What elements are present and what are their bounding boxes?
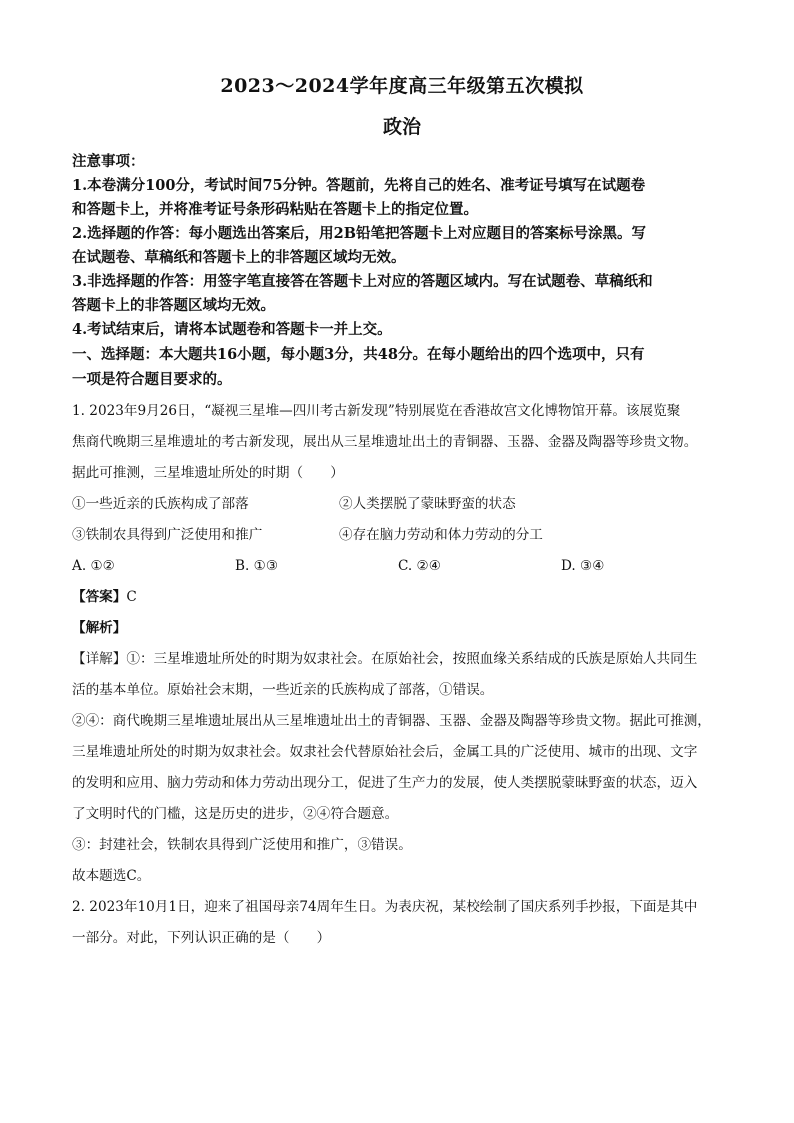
detail-line: 了文明时代的门槛，这是历史的进步，②④符合题意。 [72, 806, 399, 822]
statement-3: ③铁制农具得到广泛使用和推广 [72, 527, 263, 543]
subject-title: 政治 [382, 116, 421, 138]
answer-line [72, 582, 732, 613]
exam-page [72, 72, 732, 954]
note-line: 答题卡上的非答题区域均无效。 [72, 297, 275, 314]
note-line: 和答题卡上，并将准考证号条形码粘贴在答题卡上的指定位置。 [72, 201, 478, 218]
section-heading [72, 343, 732, 392]
choice-a: A. ①② [72, 558, 115, 574]
statement-1: ①一些近亲的氏族构成了部落 [72, 496, 249, 512]
notes-heading: 注意事项： [72, 153, 145, 170]
detail-line: ③：封建社会，铁制农具得到广泛使用和推广，③错误。 [72, 837, 412, 853]
question-1 [72, 396, 732, 892]
note-line: 4.考试结束后，请将本试题卷和答题卡一并上交。 [72, 321, 392, 338]
detail-line: 故本题选C。 [72, 868, 151, 884]
question-stem-line: 1. 2023年9月26日，“凝视三星堆—四川考古新发现”特别展览在香港故宫文化博物馆开幕。该展览聚 [72, 403, 681, 419]
choice-row [72, 551, 732, 582]
detail-line: 的发明和应用、脑力劳动和体力劳动出现分工，促进了生产力的发展，使人类摆脱蒙昧野蛮的状态，迈入 [72, 775, 698, 791]
section-line: 一项是符合题目要求的。 [72, 371, 232, 388]
question-2 [72, 892, 732, 954]
question-stem-line: 2. 2023年10月1日，迎来了祖国母亲74周年生日。为表庆祝，某校绘制了国庆系列手抄报，下面是其中 [72, 899, 698, 915]
exam-title: 2023～2024学年度高三年级第五次模拟 [220, 75, 584, 97]
statement-4: ④存在脑力劳动和体力劳动的分工 [339, 527, 543, 543]
answer-label: 【答案】 [72, 589, 127, 605]
choice-d: D. ③④ [561, 558, 605, 574]
statement-row [72, 489, 732, 520]
statement-2: ②人类摆脱了蒙昧野蛮的状态 [339, 496, 516, 512]
note-line: 2.选择题的作答：每小题选出答案后，用2B铅笔把答题卡上对应题目的答案标号涂黑。写 [72, 225, 646, 242]
choice-c: C. ②④ [398, 558, 441, 574]
answer-value: C [126, 589, 137, 605]
analysis-line [72, 613, 732, 644]
detail-line: 三星堆遗址所处的时期为奴隶社会。奴隶社会代替原始社会后，金属工具的广泛使用、城市的出现、文字 [72, 744, 698, 760]
detail-line: ②④：商代晚期三星堆遗址展出从三星堆遗址出土的青铜器、玉器、金器及陶器等珍贵文物。据此可推测， [72, 713, 711, 729]
statement-row [72, 520, 732, 551]
question-stem-line: 一部分。对此，下列认识正确的是（ ） [72, 930, 331, 946]
question-stem-line: 焦商代晚期三星堆遗址的考古新发现，展出从三星堆遗址出土的青铜器、玉器、金器及陶器等珍贵文物。 [72, 434, 698, 450]
note-line: 3.非选择题的作答：用签字笔直接答在答题卡上对应的答题区域内。写在试题卷、草稿纸和 [72, 273, 653, 290]
choice-b: B. ①③ [235, 558, 279, 574]
section-line: 一、选择题：本大题共16小题，每小题3分，共48分。在每小题给出的四个选项中，只有 [72, 346, 645, 363]
exam-notes [72, 150, 732, 342]
note-line: 1.本卷满分100分，考试时间75分钟。答题前，先将自己的姓名、准考证号填写在试题卷 [72, 177, 646, 194]
detail-line: 【详解】①：三星堆遗址所处的时期为奴隶社会。在原始社会，按照血缘关系结成的氏族是原始人共同生 [72, 651, 698, 667]
analysis-label: 【解析】 [72, 620, 127, 636]
note-line: 在试题卷、草稿纸和答题卡上的非答题区域均无效。 [72, 249, 406, 266]
detail-line: 活的基本单位。原始社会末期，一些近亲的氏族构成了部落，①错误。 [72, 682, 494, 698]
question-stem-line: 据此可推测，三星堆遗址所处的时期（ ） [72, 465, 344, 481]
